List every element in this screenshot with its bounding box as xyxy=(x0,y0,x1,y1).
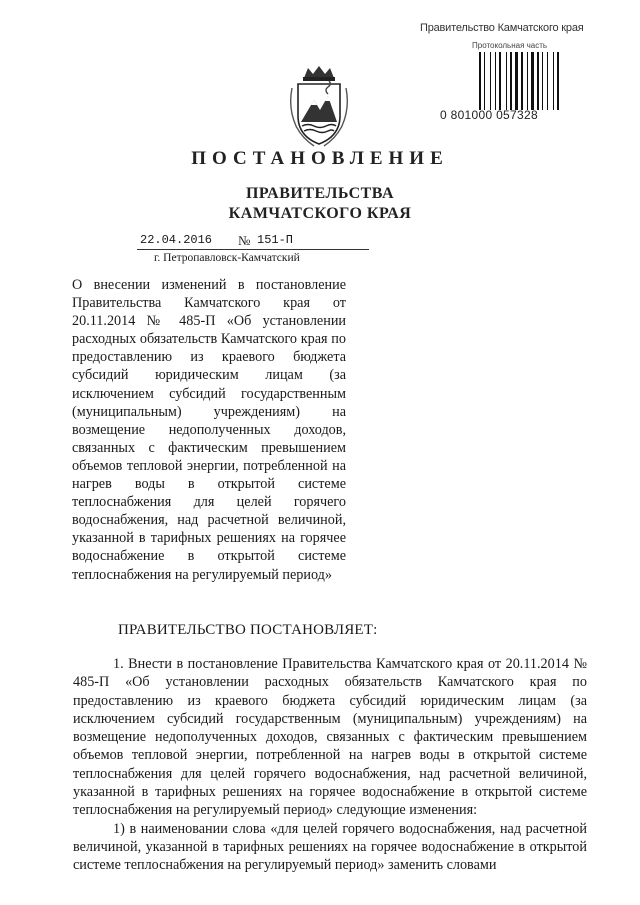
document-subject: О внесении изменений в постановление Правительства Камчатского края от 20.11.2014 № 485-П «Об установлении расходных обязательств Камчатского края по предоставлению из краевого бюджета субсидий юридическим лицам (за исключением субсидий государственным (муниципальным) учреждениям) на возмещение недополученных доходов, связанных с фактическим превышением объемов тепловой энергии, потребленной на нагрев воды в открытой системе теплоснабжения для целей горячего водоснабжения, над расчетной величиной, указанной в тарифных решениях на горячее водоснабжение в открытой системе теплоснабжения на регулируемый период» xyxy=(72,277,346,583)
document-city: г. Петропавловск-Камчатский xyxy=(154,252,300,264)
issuer-line-1: ПРАВИТЕЛЬСТВА xyxy=(245,185,395,202)
document-body xyxy=(73,655,587,875)
coat-of-arms-icon xyxy=(284,64,354,148)
barcode-icon xyxy=(478,52,566,110)
document-title: ПОСТАНОВЛЕНИЕ xyxy=(191,148,449,169)
document-date: 22.04.2016 xyxy=(140,233,213,247)
stamp-organization: Правительство Камчатского края xyxy=(420,22,584,34)
document-number: 151-П xyxy=(257,233,294,247)
decree-heading: ПРАВИТЕЛЬСТВО ПОСТАНОВЛЯЕТ: xyxy=(118,622,378,638)
document-number-label: № xyxy=(238,233,251,248)
registration-underline xyxy=(137,249,369,250)
body-paragraph-2: 1) в наименовании слова «для целей горячего водоснабжения, над расчетной величиной, указанной в тарифных решениях на горячее водоснабжение в открытой системе теплоснабжения на регулируемый период» заменить словами xyxy=(73,820,587,874)
barcode-number: 0 801000 057328 xyxy=(440,108,538,122)
registration-stamp xyxy=(420,22,620,122)
issuer-line-2: КАМЧАТСКОГО КРАЯ xyxy=(228,205,412,222)
stamp-subtitle: Протокольная часть xyxy=(472,41,548,50)
body-paragraph-1: 1. Внести в постановление Правительства Камчатского края от 20.11.2014 № 485-П «Об установлении расходных обязательств Камчатского края по предоставлению из краевого бюджета субсидий юридическим лицам (за исключением субсидий государственным (муниципальным) учреждениям) на возмещение недополученных доходов, связанных с фактическим превышением объемов тепловой энергии, потребленной на нагрев воды в открытой системе теплоснабжения для целей горячего водоснабжения, над расчетной величиной, указанной в тарифных решениях на горячее водоснабжение в открытой системе теплоснабжения на регулируемый период» следующие изменения: xyxy=(73,656,587,819)
